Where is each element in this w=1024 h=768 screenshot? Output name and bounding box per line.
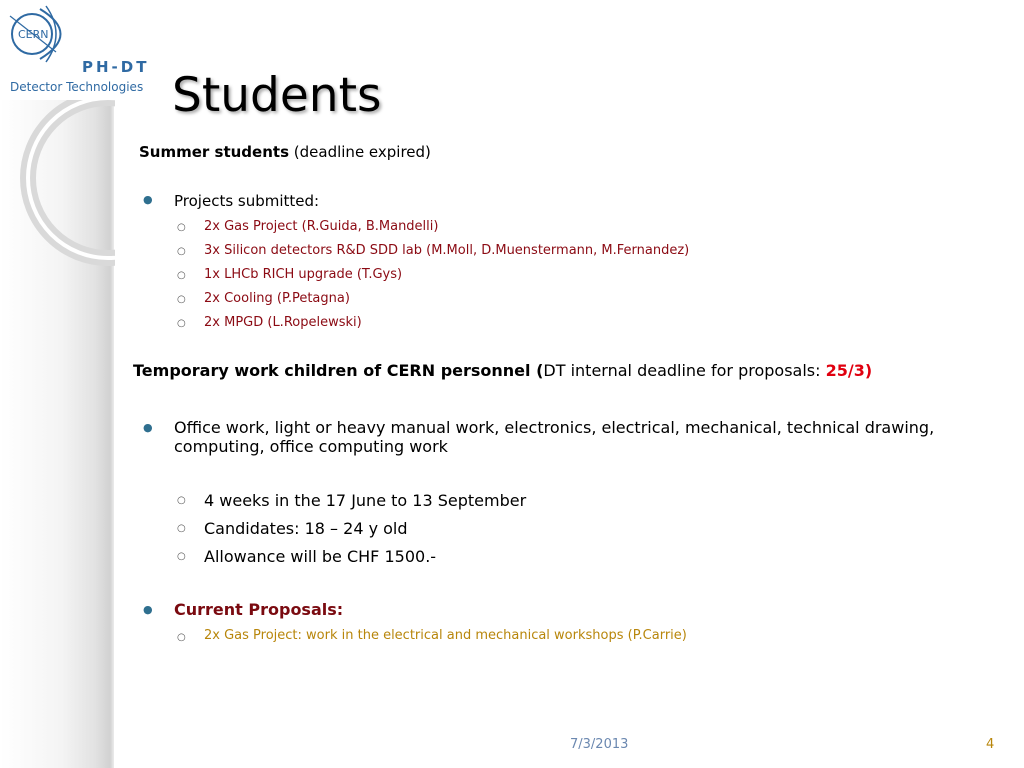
cern-phdt-logo (0, 0, 152, 100)
sub-bullet-icon: ○ (177, 222, 186, 233)
work-detail-item: Candidates: 18 – 24 y old (204, 519, 408, 538)
temporary-work-deadline-text: DT internal deadline for proposals: (543, 361, 821, 380)
temporary-work-heading (133, 361, 872, 380)
cern-logo-text: CERN (18, 28, 49, 41)
project-item: 3x Silicon detectors R&D SDD lab (M.Moll, D.Muenstermann, M.Fernandez) (204, 243, 690, 258)
summer-students-note: (deadline expired) (293, 143, 431, 161)
slide-title: Students (172, 68, 382, 123)
temporary-work-deadline-date: 25/3) (825, 361, 873, 380)
sub-bullet-icon: ○ (177, 495, 186, 506)
sub-bullet-icon: ○ (177, 294, 186, 305)
sub-bullet-icon: ○ (177, 551, 186, 562)
project-item: 2x Cooling (P.Petagna) (204, 291, 350, 306)
bullet-icon: ● (143, 421, 153, 434)
office-work-line-1: Office work, light or heavy manual work, electronics, electrical, mechanical, technical drawing, (174, 418, 935, 437)
sub-bullet-icon: ○ (177, 318, 186, 329)
work-detail-item: 4 weeks in the 17 June to 13 September (204, 491, 527, 510)
logo-subtitle: Detector Technologies (10, 80, 144, 94)
bullet-icon: ● (143, 193, 153, 206)
sub-bullet-icon: ○ (177, 246, 186, 257)
project-item: 2x MPGD (L.Ropelewski) (204, 315, 362, 330)
slide-page-number: 4 (986, 737, 995, 752)
bullet-icon: ● (143, 603, 153, 616)
project-item: 1x LHCb RICH upgrade (T.Gys) (204, 267, 403, 282)
logo-group-name: PH-DT (82, 58, 150, 76)
sub-bullet-icon: ○ (177, 270, 186, 281)
summer-students-label: Summer students (139, 143, 289, 161)
current-proposal-item: 2x Gas Project: work in the electrical and mechanical workshops (P.Carrie) (204, 628, 687, 643)
projects-submitted-label: Projects submitted: (174, 192, 320, 210)
project-item: 2x Gas Project (R.Guida, B.Mandelli) (204, 219, 439, 234)
temporary-work-label: Temporary work children of CERN personnel ( (133, 361, 544, 380)
work-detail-item: Allowance will be CHF 1500.- (204, 547, 437, 566)
current-proposals-label: Current Proposals: (174, 600, 344, 619)
summer-students-heading (139, 143, 431, 161)
footer-date: 7/3/2013 (570, 737, 629, 752)
cern-logo-icon (6, 4, 78, 64)
sub-bullet-icon: ○ (177, 632, 186, 643)
sub-bullet-icon: ○ (177, 523, 186, 534)
office-work-line-2: computing, office computing work (174, 437, 448, 456)
